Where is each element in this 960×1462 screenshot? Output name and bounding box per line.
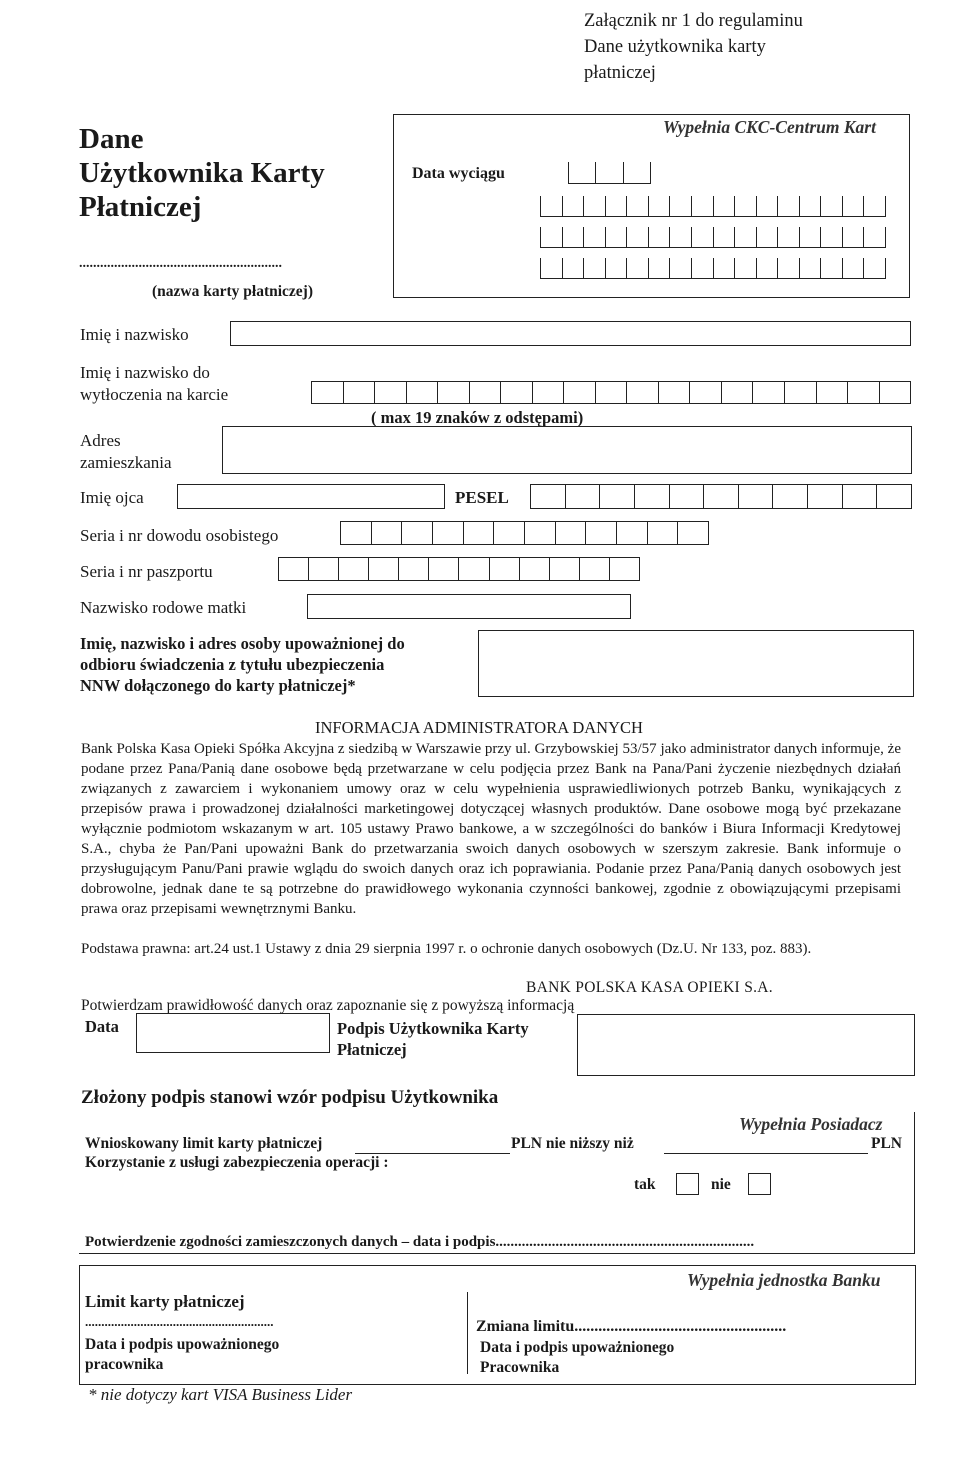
emboss-hint: ( max 19 znaków z odstępami) (371, 408, 584, 427)
yes-label: tak (634, 1176, 656, 1193)
data-confirmation-label: Potwierdzenie zgodności zamieszczonych danych – data i podpis (85, 1234, 496, 1250)
id-card-label: Seria i nr dowodu osobistego (80, 526, 279, 545)
data-confirmation-line (85, 1234, 754, 1251)
father-name-field[interactable] (177, 484, 445, 509)
no-checkbox[interactable] (748, 1173, 771, 1195)
footnote: * nie dotyczy kart VISA Business Lider (88, 1385, 353, 1404)
yes-checkbox[interactable] (676, 1173, 699, 1195)
authorized-employee-2-label (480, 1338, 674, 1378)
limit-change-line (476, 1318, 786, 1336)
annex-note-line-1: Załącznik nr 1 do regulaminu (584, 11, 803, 31)
card-name-dots: .......................................................... (79, 256, 282, 271)
nnw-field[interactable] (478, 630, 914, 697)
user-signature-field[interactable] (577, 1014, 915, 1076)
ckc-number-row-1[interactable] (540, 196, 886, 217)
nnw-label-line-1: Imię, nazwisko i adres osoby upoważnionej do (80, 634, 405, 653)
signature-specimen-note: Złożony podpis stanowi wzór podpisu Użytkownika (81, 1087, 499, 1108)
authorized-employee-line-2: pracownika (85, 1356, 164, 1373)
pesel-label: PESEL (455, 488, 509, 507)
ckc-number-row-2[interactable] (540, 227, 886, 248)
admin-info-body: Bank Polska Kasa Opieki Spółka Akcyjna z siedzibą w Warszawie przy ul. Grzybowskiej 53/57 jako administrator danych informuje, że podane przez Pana/Panią dane osobowe będą przetwarzane w celu podjęcia przez Bank na Pana/Pani życzenie niezbędnych działań związanych z zawarciem i wykonaniem umowy oraz w celu wypełnienia usprawiedliwionych potrzeb Banku, wynikających z przepisów prawa i prowadzonej działalności marketingowej dotyczącej własnych produktów. Dane osobowe mogą być przekazane wyłącznie podmiotom wskazanym w art. 105 ustawy Prawo bankowe, a w szczególności do banków i Biura Informacji Kredytowej S.A., chyba że Pan/Pani upoważni Bank do przetwarzania swoich danych osobowych w szerszym zakresie. Bank informuje o przysługującym Panu/Pani prawie wglądu do swoich danych oraz ich poprawiania. Podanie przez Pana/Panią danych osobowych jest dobrowolne, jednak dane te są potrzebne do prawidłowego wykonania czynności bankowej, zgodnie z obowiązującymi przepisami prawa oraz przepisami wewnętrznymi Banku. (81, 741, 901, 917)
passport-cells[interactable] (278, 557, 640, 581)
user-signature-label-line-2: Płatniczej (337, 1040, 407, 1059)
bank-section-divider (467, 1292, 468, 1374)
admin-info-legal-basis: Podstawa prawna: art.24 ust.1 Ustawy z dnia 29 sierpnia 1997 r. o ochronie danych osobowych (Dz.U. Nr 133, poz. 883). (81, 941, 812, 957)
address-label-line-1: Adres (80, 431, 121, 450)
admin-info-heading: INFORMACJA ADMINISTRATORA DANYCH (315, 718, 643, 737)
emboss-name-cells[interactable] (311, 381, 911, 404)
ckc-number-row-3[interactable] (540, 258, 886, 279)
mother-maiden-field[interactable] (307, 594, 631, 619)
date-label: Data (85, 1017, 119, 1036)
pesel-cells[interactable] (530, 484, 912, 509)
emboss-label (80, 362, 228, 406)
card-limit-dots: .......................................................... (85, 1314, 274, 1329)
confirmation-text: Potwierdzam prawidłowość danych oraz zapoznanie się z powyższą informacją (81, 997, 575, 1014)
form-title-line-1: Dane (79, 123, 144, 155)
emboss-label-line-1: Imię i nazwisko do (80, 363, 210, 382)
card-name-caption: (nazwa karty płatniczej) (152, 283, 313, 300)
annex-note-line-2: Dane użytkownika karty (584, 37, 766, 57)
form-title (79, 122, 325, 224)
pln-not-lower-label: PLN nie niższy niż (511, 1135, 634, 1152)
form-title-line-3: Płatniczej (79, 191, 202, 223)
requested-limit-label: Wnioskowany limit karty płatniczej (85, 1135, 323, 1152)
authorized-employee-2-line-1: Data i podpis upoważnionego (480, 1339, 675, 1356)
nnw-label-line-2: odbioru świadczenia z tytułu ubezpieczenia (80, 655, 385, 674)
security-service-label: Korzystanie z usługi zabezpieczenia operacji : (85, 1154, 389, 1171)
data-confirmation-dots: ..................................................................... (495, 1234, 755, 1250)
bank-section-title: Wypełnia jednostka Banku (687, 1270, 881, 1290)
id-card-cells[interactable] (340, 521, 709, 545)
pln-label: PLN (871, 1135, 902, 1152)
emboss-label-line-2: wytłoczenia na karcie (80, 385, 229, 404)
minimum-limit-line[interactable] (664, 1153, 868, 1154)
address-field[interactable] (222, 426, 912, 474)
limit-change-label: Zmiana limitu (476, 1318, 575, 1335)
nnw-label-line-3: NNW dołączonego do karty płatniczej* (80, 676, 356, 695)
no-label: nie (711, 1176, 731, 1193)
passport-label: Seria i nr paszportu (80, 562, 213, 581)
father-name-label: Imię ojca (80, 488, 144, 507)
address-label-line-2: zamieszkania (80, 453, 172, 472)
holder-section-title: Wypełnia Posiadacz (739, 1114, 883, 1134)
form-title-line-2: Użytkownika Karty (79, 157, 325, 189)
authorized-employee-2-line-2: Pracownika (480, 1359, 560, 1376)
annex-note-line-3: płatniczej (584, 63, 656, 83)
bank-signature-name: BANK POLSKA KASA OPIEKI S.A. (526, 979, 773, 996)
mother-maiden-label: Nazwisko rodowe matki (80, 598, 247, 617)
name-field[interactable] (230, 321, 911, 346)
annex-note (584, 8, 803, 86)
ckc-box-title: Wypełnia CKC-Centrum Kart (663, 117, 876, 137)
card-limit-label: Limit karty płatniczej (85, 1292, 245, 1311)
statement-date-cells[interactable] (568, 162, 651, 184)
nnw-label (80, 633, 405, 696)
date-field[interactable] (136, 1013, 330, 1053)
authorized-employee-line-1: Data i podpis upoważnionego (85, 1336, 280, 1353)
name-label: Imię i nazwisko (80, 325, 189, 344)
user-signature-label (337, 1018, 529, 1060)
authorized-employee-label (85, 1335, 279, 1375)
limit-change-dots: ..................................................... (574, 1318, 787, 1335)
address-label (80, 430, 172, 474)
user-signature-label-line-1: Podpis Użytkownika Karty (337, 1019, 529, 1038)
statement-date-label: Data wyciągu (412, 165, 505, 182)
